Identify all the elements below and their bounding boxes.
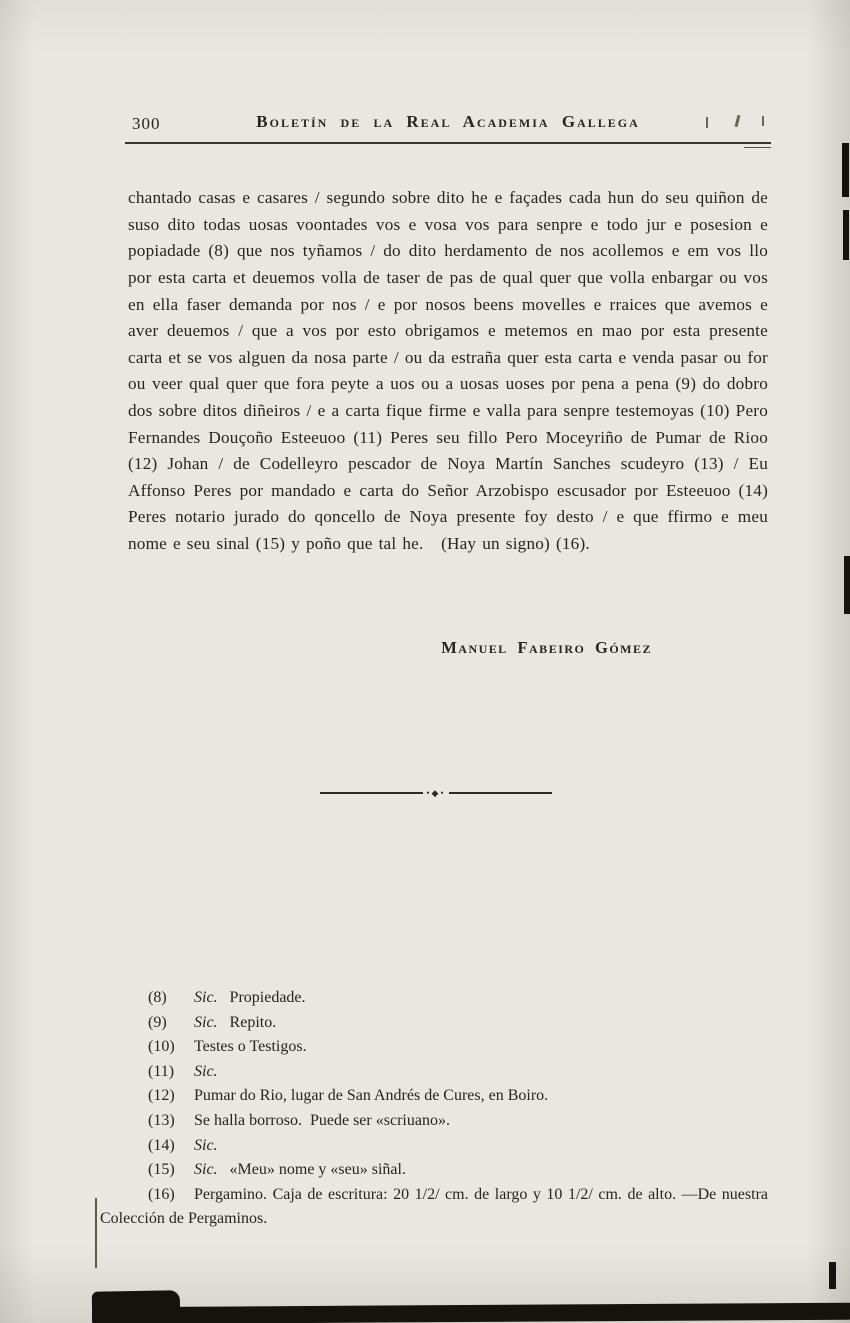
footnote-number: (10) bbox=[148, 1038, 175, 1056]
footnote-13 bbox=[100, 1109, 768, 1134]
footnote-14 bbox=[100, 1134, 768, 1159]
footnote-number: (11) bbox=[148, 1062, 175, 1080]
footnote-sic: Sic. bbox=[194, 1136, 218, 1154]
page-header bbox=[128, 112, 768, 138]
section-divider bbox=[320, 786, 552, 800]
footnote-number: (13) bbox=[148, 1111, 175, 1129]
scan-artifact bbox=[762, 116, 764, 126]
main-paragraph: chantado casas e casares / segundo sobre dito he e façades cada hun do seu quiñon de suso dito todas uosas voontades vos e vosa vos para senpre e todo jur e posesion e popiadade (8) que nos tyñamos / do dito herdamento de nos acollemos e em vos llo por esta carta et deuemos volla de taser de pas de qual quer que volla enbargar ou vos en ella faser demanda por nos / e por nosos beens movelles e rraices que avemos e aver deuemos / que a vos por esto obrigamos e metemos en mao por esta presente carta et se vos alguen da nosa parte / ou da estraña quer esta carta e venda pasar ou for ou veer qual quer que fora peyte a uos ou a uosas uoses por pena a pena (9) do dobro dos sobre ditos diñeiros / e a carta fique firme e valla para senpre testemoyas (10) Pero Fernandes Douçoño Esteeuoo (11) Peres seu fillo Pero Moceyriño de Pumar de Rioo (12) Johan / de Codelleyro pescador de Noya Martín Sanches scudeyro (13) / Eu Affonso Peres por mandado e carta do Señor Arzobispo escusador por Esteeuoo (14) Peres notario jurado do qoncello de Noya presente foy desto / e que ffirmo e meu nome e seu sinal (15) y poño que tal he. (Hay un signo) (16). bbox=[128, 188, 768, 553]
scan-artifact bbox=[844, 556, 850, 614]
footnote-text: Pergamino. Caja de escritura: 20 1/2/ cm. de largo y 10 1/2/ cm. de alto. —De nuestra Colección de Pergaminos. bbox=[100, 1185, 768, 1228]
footnote-10 bbox=[100, 1035, 768, 1060]
scan-artifact bbox=[842, 143, 849, 197]
footnote-text: Pumar do Rio, lugar de San Andrés de Cures, en Boiro. bbox=[194, 1087, 549, 1105]
footnote-12 bbox=[100, 1084, 768, 1109]
footnotes-block bbox=[100, 986, 768, 1232]
footnote-text: Repito. bbox=[229, 1013, 277, 1031]
footnote-text: Testes o Testigos. bbox=[194, 1038, 307, 1056]
footnote-text: Propiedade. bbox=[229, 989, 306, 1006]
header-rule bbox=[125, 142, 771, 144]
scan-artifact bbox=[95, 1198, 97, 1268]
divider-line-right bbox=[449, 792, 552, 794]
page-number: 300 bbox=[132, 114, 161, 133]
footnote-sic: Sic. bbox=[194, 989, 218, 1006]
footnote-number: (8) bbox=[148, 989, 167, 1006]
scan-artifact bbox=[829, 1262, 836, 1289]
footnote-sic: Sic. bbox=[194, 1013, 218, 1031]
footnote-11 bbox=[100, 1060, 768, 1085]
scan-artifact bbox=[843, 210, 849, 260]
author-signature: Manuel Fabeiro Gómez bbox=[441, 638, 652, 657]
footnote-text: «Meu» nome y «seu» siñal. bbox=[229, 1161, 406, 1179]
footnote-sic: Sic. bbox=[194, 1161, 218, 1179]
footnote-16 bbox=[100, 1183, 768, 1232]
footnote-number: (15) bbox=[148, 1161, 175, 1179]
footnote-text: Se halla borroso. Puede ser «scriuano». bbox=[194, 1111, 450, 1129]
footnote-number: (14) bbox=[148, 1136, 175, 1154]
scan-artifact bbox=[706, 117, 708, 128]
journal-title: Boletín de la Real Academia Gallega bbox=[256, 112, 640, 131]
footnote-number: (9) bbox=[148, 1013, 167, 1031]
header-rule-double bbox=[744, 147, 771, 148]
footnote-15 bbox=[100, 1158, 768, 1183]
footnote-sic: Sic. bbox=[194, 1062, 218, 1080]
footnote-9 bbox=[100, 1011, 768, 1036]
divider-line-left bbox=[320, 792, 423, 794]
footnote-number: (16) bbox=[148, 1185, 175, 1203]
footnote-number: (12) bbox=[148, 1087, 175, 1105]
scan-artifact bbox=[92, 1303, 850, 1323]
footnote-8 bbox=[100, 986, 768, 1011]
divider-ornament-icon: •◆• bbox=[426, 787, 446, 798]
